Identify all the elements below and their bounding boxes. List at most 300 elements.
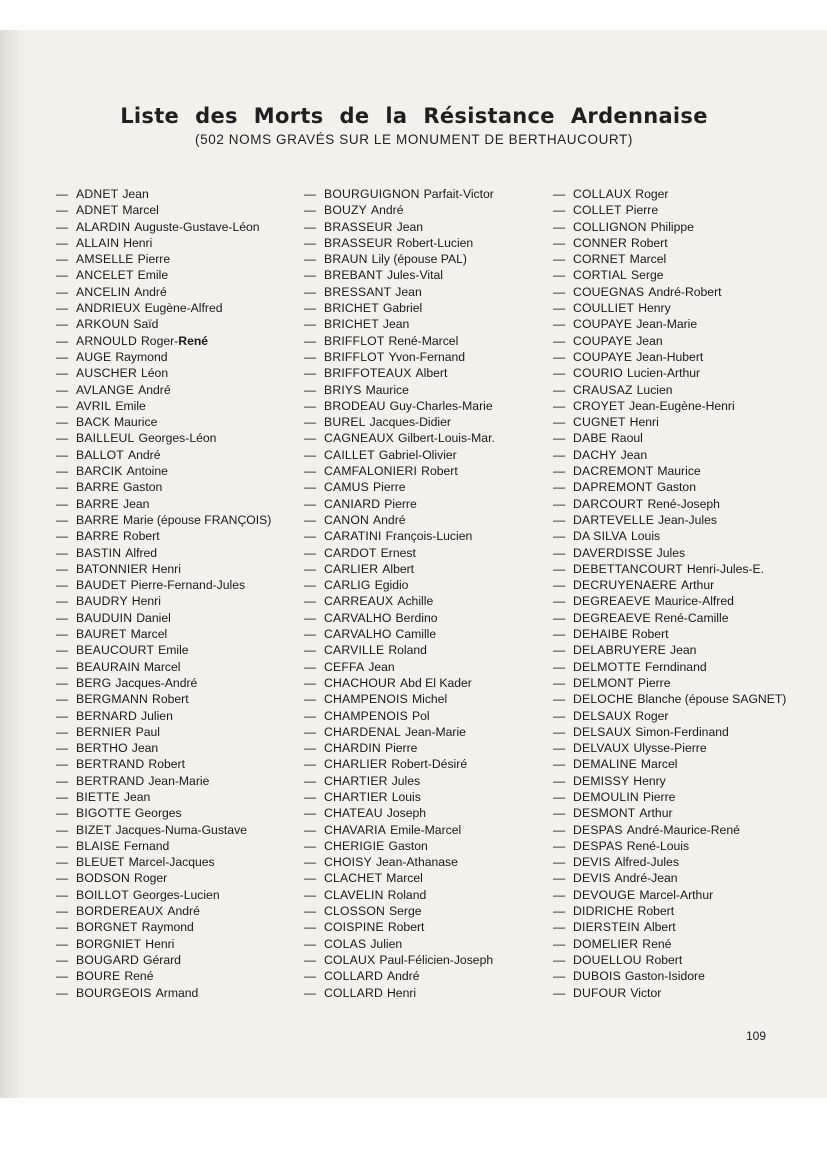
surname: CARLIG xyxy=(324,578,371,593)
given-names: Arthur xyxy=(639,806,673,821)
given-names: Fernand xyxy=(123,838,170,853)
given-names: Jean xyxy=(636,333,663,348)
given-names: Roger xyxy=(635,708,669,723)
name-entry xyxy=(304,870,554,886)
entry-name xyxy=(573,773,666,789)
entry-dash: — xyxy=(553,496,566,511)
name-entry xyxy=(56,740,306,756)
entry-name xyxy=(324,545,416,561)
name-entry xyxy=(56,919,306,935)
entry-name xyxy=(573,659,707,675)
entry-dash: — xyxy=(304,920,317,935)
name-entry xyxy=(56,545,306,561)
entry-dash: — xyxy=(56,545,69,560)
given-names: Alfred-Jules xyxy=(614,855,679,870)
surname: ARNOULD xyxy=(76,333,137,348)
entry-name xyxy=(324,756,467,772)
name-entry xyxy=(56,430,306,446)
given-names: Roger xyxy=(635,187,669,201)
name-entry xyxy=(56,202,306,218)
name-entry xyxy=(56,691,306,707)
entry-dash: — xyxy=(553,398,566,413)
entry-name xyxy=(76,919,194,935)
surname: COLLARD xyxy=(324,985,383,1000)
name-entry xyxy=(553,267,803,283)
entry-dash: — xyxy=(553,708,566,723)
entry-name xyxy=(324,789,421,805)
entry-dash: — xyxy=(553,349,566,364)
entry-name xyxy=(324,870,423,886)
name-entry xyxy=(304,561,554,577)
name-entry xyxy=(304,838,554,854)
entry-dash: — xyxy=(553,268,566,283)
entry-dash: — xyxy=(56,773,69,788)
name-entry xyxy=(553,952,803,968)
surname: CROYET xyxy=(573,398,625,413)
entry-name xyxy=(324,414,451,430)
surname: CLOSSON xyxy=(324,904,385,919)
entry-name xyxy=(324,968,420,984)
entry-dash: — xyxy=(56,708,69,723)
entry-dash: — xyxy=(56,382,69,397)
given-names: Pol xyxy=(411,708,430,723)
given-names: Robert xyxy=(631,235,668,250)
surname: DECRUYENAERE xyxy=(573,578,677,593)
name-entry xyxy=(553,512,803,528)
surname: BOUGARD xyxy=(76,952,140,967)
surname: CAGNEAUX xyxy=(324,431,394,446)
name-entry xyxy=(304,724,554,740)
entry-name xyxy=(573,919,676,935)
title-word: Ardennaise xyxy=(570,104,708,128)
surname: BORGNIET xyxy=(76,936,142,951)
entry-dash: — xyxy=(304,724,317,739)
name-entry xyxy=(553,610,803,626)
name-entry xyxy=(56,887,306,903)
surname: DIDRICHE xyxy=(573,904,634,919)
entry-dash: — xyxy=(304,757,317,772)
entry-name xyxy=(573,870,678,886)
given-names: Abd El Kader xyxy=(400,675,472,690)
given-names: René-Camille xyxy=(654,610,729,625)
name-entry xyxy=(553,577,803,593)
name-entry xyxy=(304,756,554,772)
entry-dash: — xyxy=(56,904,69,919)
entry-dash: — xyxy=(304,985,317,1000)
given-names: Pierre-Fernand-Jules xyxy=(130,578,246,593)
entry-name xyxy=(573,267,664,283)
entry-name xyxy=(573,708,669,724)
given-names: Emile-Marcel xyxy=(390,822,462,837)
entry-dash: — xyxy=(553,578,566,593)
given-names: Henri xyxy=(145,936,175,951)
given-names: Jean xyxy=(620,447,648,462)
entry-name xyxy=(573,333,663,349)
given-names: André xyxy=(167,904,200,919)
title-word: Liste xyxy=(120,104,180,128)
surname: BERTRAND xyxy=(76,773,145,788)
entry-name xyxy=(76,659,180,675)
given-names: Marcel-Jacques xyxy=(128,855,215,870)
given-names: Emile xyxy=(137,268,169,283)
entry-dash: — xyxy=(304,398,317,413)
given-names: Marcel xyxy=(640,757,678,772)
given-names: Paul-Félicien-Joseph xyxy=(379,952,494,967)
name-entry xyxy=(553,903,803,919)
entry-dash: — xyxy=(553,366,566,381)
given-names: Lucien xyxy=(636,382,673,397)
surname: DEMOULIN xyxy=(573,789,639,804)
entry-dash: — xyxy=(304,349,317,364)
name-entry xyxy=(56,789,306,805)
entry-name xyxy=(76,316,158,332)
name-entry xyxy=(56,854,306,870)
given-names: Pierre xyxy=(625,203,659,218)
surname: ALARDIN xyxy=(76,219,131,234)
name-entry xyxy=(553,936,803,952)
entry-dash: — xyxy=(56,219,69,234)
entry-dash: — xyxy=(553,512,566,527)
name-entry xyxy=(553,675,803,691)
given-names: Pierre xyxy=(642,789,676,804)
entry-dash: — xyxy=(56,349,69,364)
given-names: René-Joseph xyxy=(647,496,720,511)
name-entry xyxy=(553,528,803,544)
entry-name xyxy=(76,968,153,984)
entry-dash: — xyxy=(304,936,317,951)
surname: BOURGEOIS xyxy=(76,985,152,1000)
entry-name xyxy=(324,691,447,707)
surname: COLLIGNON xyxy=(573,219,647,234)
given-names: Jean xyxy=(669,643,697,658)
given-names: Jean xyxy=(123,789,151,804)
entry-dash: — xyxy=(56,985,69,1000)
surname: CHARTIER xyxy=(324,789,388,804)
name-entry xyxy=(553,805,803,821)
name-entry xyxy=(304,952,554,968)
name-entry xyxy=(304,496,554,512)
entry-name xyxy=(76,985,198,1001)
entry-dash: — xyxy=(304,203,317,218)
entry-dash: — xyxy=(553,333,566,348)
given-names: André-Jean xyxy=(614,871,678,886)
surname: AVLANGE xyxy=(76,382,135,397)
entry-name xyxy=(573,740,707,756)
entry-name xyxy=(573,642,696,658)
entry-dash: — xyxy=(304,904,317,919)
surname: DIERSTEIN xyxy=(573,920,640,935)
surname: BARRE xyxy=(76,529,119,544)
name-entry xyxy=(304,708,554,724)
name-entry xyxy=(553,251,803,267)
surname: DEVOUGE xyxy=(573,887,636,902)
surname: ADNET xyxy=(76,187,119,201)
name-entry xyxy=(304,219,554,235)
entry-dash: — xyxy=(304,952,317,967)
name-entry xyxy=(553,414,803,430)
entry-dash: — xyxy=(56,936,69,951)
name-entry xyxy=(553,887,803,903)
name-entry xyxy=(56,968,306,984)
entry-dash: — xyxy=(553,920,566,935)
entry-name xyxy=(573,186,669,202)
surname: BRICHET xyxy=(324,317,379,332)
name-entry xyxy=(56,838,306,854)
entry-name xyxy=(324,887,426,903)
entry-dash: — xyxy=(56,203,69,218)
name-entry xyxy=(304,985,554,1001)
entry-dash: — xyxy=(553,203,566,218)
entry-dash: — xyxy=(56,887,69,902)
given-names: Joseph xyxy=(386,806,427,821)
given-names: Yvon-Fernand xyxy=(388,349,466,364)
surname: CHARTIER xyxy=(324,773,388,788)
surname: BRIFFLOT xyxy=(324,349,385,364)
given-names: Henri xyxy=(629,415,659,430)
entry-dash: — xyxy=(56,578,69,593)
entry-name xyxy=(324,186,494,202)
entry-name xyxy=(573,968,705,984)
name-entry xyxy=(56,659,306,675)
entry-name xyxy=(76,186,149,202)
entry-dash: — xyxy=(553,952,566,967)
surname: CARVALHO xyxy=(324,610,392,625)
surname: DEMISSY xyxy=(573,773,630,788)
entry-name xyxy=(76,479,162,495)
given-names: Raoul xyxy=(611,431,643,446)
name-entry xyxy=(304,691,554,707)
surname: ANCELET xyxy=(76,268,134,283)
surname: DESMONT xyxy=(573,806,636,821)
name-entry xyxy=(304,903,554,919)
entry-dash: — xyxy=(56,838,69,853)
entry-dash: — xyxy=(553,561,566,576)
surname: CAILLET xyxy=(324,447,375,462)
entry-name xyxy=(76,691,189,707)
surname: ANCELIN xyxy=(76,284,131,299)
entry-name xyxy=(324,936,402,952)
given-names: Henri xyxy=(151,561,181,576)
name-entry xyxy=(553,968,803,984)
name-entry xyxy=(304,805,554,821)
given-names: Pierre xyxy=(384,741,418,756)
entry-name xyxy=(324,919,424,935)
given-names: Jean-Athanase xyxy=(375,855,458,870)
entry-name xyxy=(573,528,660,544)
given-names: Albert xyxy=(643,920,676,935)
entry-name xyxy=(76,545,157,561)
surname: CHAMPENOIS xyxy=(324,708,408,723)
given-names: Robert xyxy=(645,952,683,967)
given-names: Maurice-Alfred xyxy=(654,594,734,609)
surname: COLAS xyxy=(324,936,367,951)
entry-dash: — xyxy=(304,741,317,756)
given-names: Henri xyxy=(386,985,417,1000)
given-names: Robert xyxy=(152,692,189,707)
name-entry xyxy=(56,479,306,495)
surname: BRIFFLOT xyxy=(324,333,385,348)
name-entry xyxy=(56,512,306,528)
entry-dash: — xyxy=(553,855,566,870)
entry-name xyxy=(324,675,472,691)
name-entry xyxy=(56,675,306,691)
entry-dash: — xyxy=(304,529,317,544)
given-names: André xyxy=(138,382,171,397)
surname: CARVALHO xyxy=(324,627,392,642)
name-entry xyxy=(304,545,554,561)
given-names: Gilbert-Louis-Mar. xyxy=(398,431,495,446)
name-entry xyxy=(304,414,554,430)
entry-name xyxy=(324,985,416,1001)
entry-name xyxy=(573,756,677,772)
name-entry xyxy=(56,382,306,398)
entry-name xyxy=(324,724,466,740)
surname: BRICHET xyxy=(324,301,379,316)
entry-dash: — xyxy=(553,838,566,853)
given-names: Roger- xyxy=(141,333,179,348)
name-entry xyxy=(56,414,306,430)
name-entry xyxy=(304,365,554,381)
surname: DARTEVELLE xyxy=(573,512,655,527)
name-entry xyxy=(56,952,306,968)
given-names: Armand xyxy=(155,985,199,1000)
entry-dash: — xyxy=(56,675,69,690)
name-entry xyxy=(553,365,803,381)
given-names: Georges-Lucien xyxy=(132,887,220,902)
given-names: Pierre xyxy=(638,675,671,690)
surname: DOMELIER xyxy=(573,936,639,951)
entry-name xyxy=(324,398,493,414)
entry-dash: — xyxy=(304,512,317,527)
entry-name xyxy=(573,365,700,381)
given-names: Gabriel xyxy=(382,301,423,316)
given-names: Guy-Charles-Marie xyxy=(389,398,493,413)
given-names: Robert xyxy=(387,920,425,935)
name-entry xyxy=(553,463,803,479)
entry-name xyxy=(324,838,428,854)
surname: DARCOURT xyxy=(573,496,644,511)
entry-name xyxy=(573,822,740,838)
name-entry xyxy=(553,382,803,398)
surname: BERGMANN xyxy=(76,692,149,707)
entry-dash: — xyxy=(553,887,566,902)
surname: COISPINE xyxy=(324,920,384,935)
surname: AUGE xyxy=(76,349,112,364)
entry-name xyxy=(573,300,671,316)
entry-name xyxy=(573,414,659,430)
name-entry xyxy=(56,626,306,642)
entry-dash: — xyxy=(304,366,317,381)
given-names: Raymond xyxy=(141,920,194,935)
surname: BREBANT xyxy=(324,268,383,283)
surname: BIETTE xyxy=(76,789,120,804)
given-names: Berdino xyxy=(395,610,438,625)
given-names: Robert xyxy=(631,627,669,642)
name-entry xyxy=(553,593,803,609)
surname: ALLAIN xyxy=(76,235,120,250)
entry-name xyxy=(573,430,643,446)
names-column-1 xyxy=(56,186,306,1001)
entry-dash: — xyxy=(304,268,317,283)
name-entry xyxy=(304,333,554,349)
surname: CHERIGIE xyxy=(324,838,385,853)
given-names: Jean-Eugène-Henri xyxy=(629,398,735,413)
entry-dash: — xyxy=(553,382,566,397)
name-entry xyxy=(553,854,803,870)
entry-dash: — xyxy=(304,692,317,707)
entry-dash: — xyxy=(56,301,69,316)
name-entry xyxy=(56,936,306,952)
surname: BARCIK xyxy=(76,464,123,479)
surname: BARRE xyxy=(76,512,119,527)
given-names: René-Marcel xyxy=(388,333,459,348)
entry-name xyxy=(76,251,170,267)
name-entry xyxy=(304,284,554,300)
given-names: Robert xyxy=(637,904,675,919)
given-names: Jean-Marie xyxy=(148,773,210,788)
surname: BRESSANT xyxy=(324,284,392,299)
entry-dash: — xyxy=(553,627,566,642)
name-entry xyxy=(304,300,554,316)
given-names: Philippe xyxy=(650,219,694,234)
surname: BLAISE xyxy=(76,838,120,853)
name-entry xyxy=(56,463,306,479)
name-entry xyxy=(56,251,306,267)
name-entry xyxy=(553,186,803,202)
entry-dash: — xyxy=(56,529,69,544)
surname: CHARDIN xyxy=(324,741,381,756)
name-entry xyxy=(56,333,306,349)
entry-name xyxy=(573,398,735,414)
surname: DACHY xyxy=(573,447,617,462)
entry-name xyxy=(573,577,714,593)
entry-dash: — xyxy=(56,235,69,250)
page-subtitle: (502 NOMS GRAVÉS SUR LE MONUMENT DE BERTHAUCOURT) xyxy=(195,132,633,147)
surname: ANDRIEUX xyxy=(76,301,141,316)
name-entry xyxy=(304,675,554,691)
name-entry xyxy=(553,430,803,446)
surname: BEAUCOURT xyxy=(76,643,155,658)
entry-name xyxy=(76,789,150,805)
entry-dash: — xyxy=(304,431,317,446)
given-names: Georges-Léon xyxy=(138,431,217,446)
entry-dash: — xyxy=(553,773,566,788)
given-names: Egidio xyxy=(374,578,409,593)
surname: CANIARD xyxy=(324,496,381,511)
entry-name xyxy=(76,822,247,838)
name-entry xyxy=(56,593,306,609)
name-entry xyxy=(553,284,803,300)
given-names: Michel xyxy=(411,692,448,707)
name-entry xyxy=(553,822,803,838)
surname: DEMALINE xyxy=(573,757,637,772)
entry-name xyxy=(573,789,675,805)
names-column-3 xyxy=(553,186,803,1001)
surname: CORNET xyxy=(573,252,626,267)
given-names: Ernest xyxy=(380,545,416,560)
entry-dash: — xyxy=(304,480,317,495)
name-entry xyxy=(56,300,306,316)
name-entry xyxy=(304,577,554,593)
entry-name xyxy=(76,936,174,952)
given-names: Jacques-Didier xyxy=(369,415,451,430)
given-names: Marcel xyxy=(386,871,423,886)
surname: CARATINI xyxy=(324,529,382,544)
page-number: 109 xyxy=(746,1029,767,1043)
surname: BARRE xyxy=(76,496,119,511)
entry-dash: — xyxy=(56,806,69,821)
entry-name xyxy=(324,430,495,446)
